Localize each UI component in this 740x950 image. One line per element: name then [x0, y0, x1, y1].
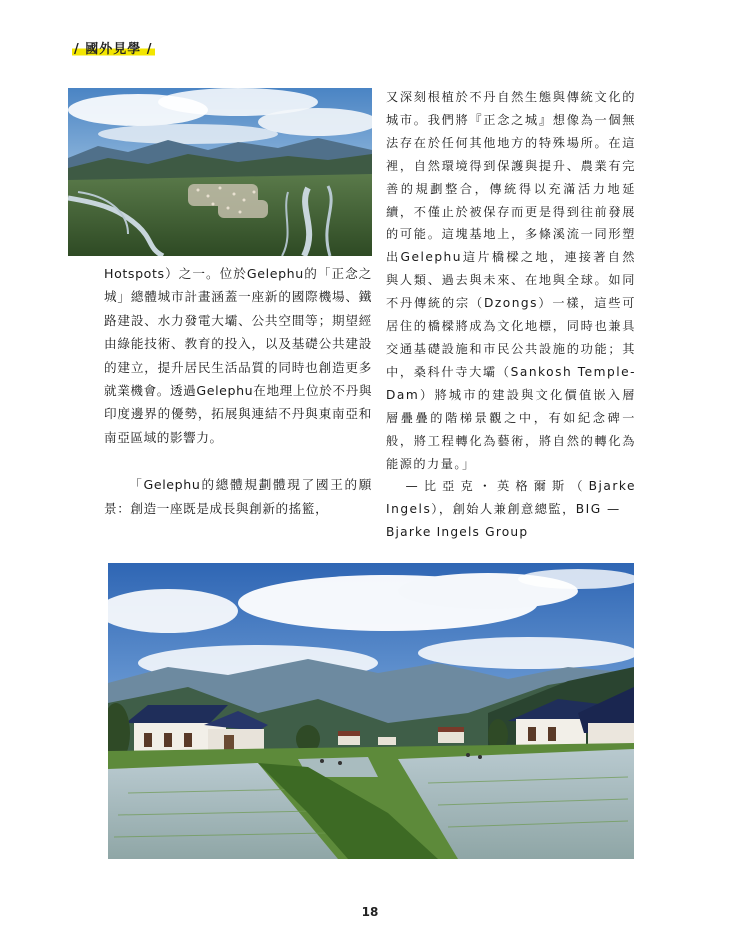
left-column [104, 262, 372, 520]
rice-paddy-photo [108, 563, 634, 859]
left-paragraph-2: 「Gelephu的總體規劃體現了國王的願景：創造一座既是成長與創新的搖籃， [104, 477, 372, 516]
quote-text: 又深刻根植於不丹自然生態與傳統文化的城市。我們將『正念之城』想像為一個無法存在於任何其他地方的特殊場所。在這裡，自然環境得到保護與提升、農業有完善的規劃整合，傳統得以充滿活力地延續，不僅止於被保存而更是得到往前發展的可能。這塊基地上，多條溪流一同形塑出Gelephu這片橋樑之地，連接著自然與人類、過去與未來、在地與全球。如同不丹傳統的宗（Dzongs）一樣，這些可居住的橋樑將成為文化地標，同時也兼具交通基礎設施和市民公共設施的功能；其中，桑科什寺大壩（Sankosh Temple-Dam）將城市的建設與文化價值嵌入層層疊疊的階梯景觀之中，有如紀念碑一般，將工程轉化為藝術，將自然的轉化為能源的力量。」 [386, 90, 636, 471]
section-tag: / 國外見學 / [72, 38, 155, 57]
left-paragraph-1: Hotspots）之一。位於Gelephu的「正念之城」總體城市計畫涵蓋一座新的國際機場、鐵路建設、水力發電大壩、公共空間等；期望經由綠能技術、教育的投入，以及基礎公共建設的建立，提升居民生活品質的同時也創造更多就業機會。透過Gelephu在地理上位於不丹與印度邊界的優勢，拓展與連結不丹與東南亞和南亞區域的影響力。 [104, 266, 373, 445]
quote-credit-org: Bjarke Ingels Group [386, 525, 529, 540]
quote-credit: —比亞克・英格爾斯（Bjarke Ingels），創始人兼創意總監，BIG — [386, 479, 636, 517]
river-valley-photo [68, 88, 372, 256]
right-column [386, 86, 636, 544]
page-number: 18 [361, 905, 379, 919]
